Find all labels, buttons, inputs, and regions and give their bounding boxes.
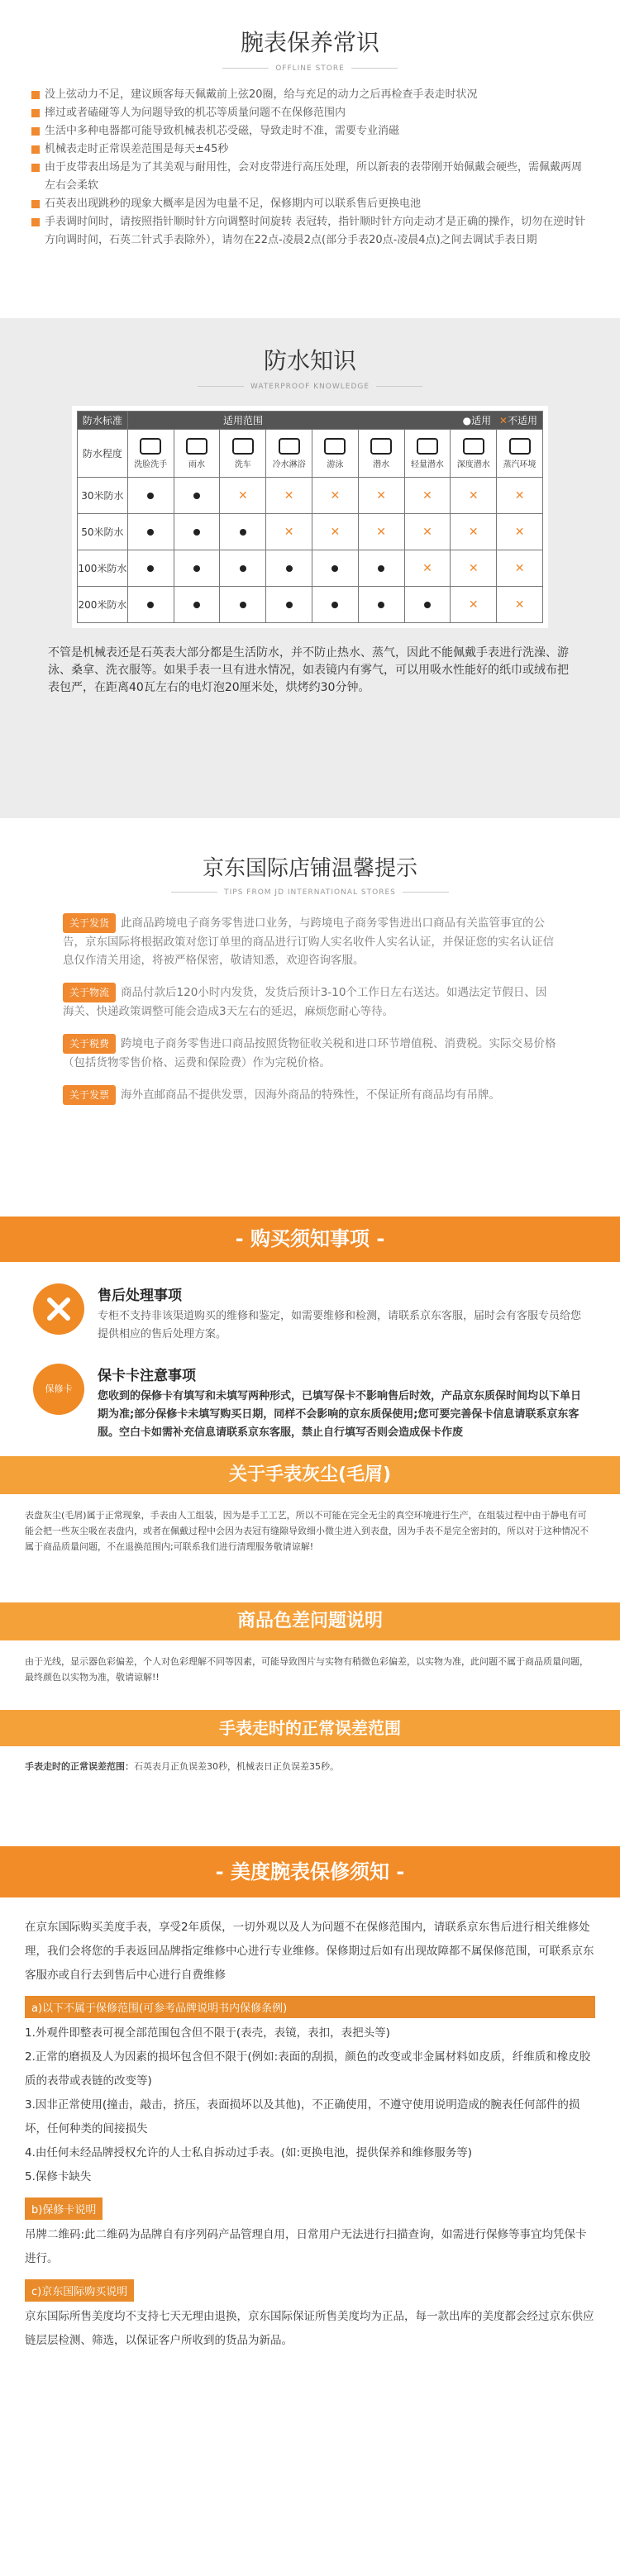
unsuitable-x-icon: ✕ [358,514,404,550]
store-title: 京东国际店铺温馨提示 [202,856,417,881]
unsuitable-x-icon: ✕ [497,587,543,623]
after-sale-block [33,1283,587,1344]
list-item: 1.外观件即整表可视全部范围包含但不限于(表壳，表镜，表扣，表把头等) [25,2026,390,2040]
suitable-dot-icon [127,587,174,623]
warranty-card-block [33,1364,587,1442]
color-title: 商品色差问题说明 [0,1602,620,1640]
suitable-dot-icon [266,587,312,623]
list-item [63,983,557,1021]
water-section [0,318,620,818]
list-item: 2.正常的磨损及人为因素的损坏包含但不限于(例如:表面的刮损，颜色的改变或非金属材料如皮质，纤维质和橡皮胶质的表带或表链的改变等) [25,2050,591,2088]
row-label: 100米防水 [78,550,128,587]
repair-section [0,1846,620,2576]
list-item: 石英表出现跳秒的现象大概率是因为电量不足，保修期内可以联系售后更换电池 [30,195,590,213]
warranty-card-text: 您收到的保修卡有填写和未填写两种形式，已填写保卡不影响售后时效，产品京东质保时间均以下单日期为准;部分保修卡未填写购买日期，同样不会影响的京东质保使用;您可要完善保卡信息请联系京东客服。空白卡如需补充信息请联系京东客服，禁止自行填写否则会造成保卡作废 [98,1390,582,1439]
icon-label: 潜水 [373,459,390,469]
care-list [30,86,590,250]
legend-no: 不适用 [507,415,537,426]
store-list [63,913,557,1105]
unsuitable-x-icon: ✕ [497,478,543,514]
icon-label: 洗脸洗手 [134,459,168,469]
time-line [25,1759,595,1773]
list-item: 手表调时间时，请按照指针顺时针方向调整时间旋转 表冠转，指针顺时针方向走动才是正确的操作，切勿在逆时针方向调时间，石英二针式手表除外），请勿在22点-凌晨2点(部分手表20点-凌晨4点)之间去调试手表日期 [30,213,590,250]
table-head-scope: 适用范围 [127,412,358,430]
rain-icon [186,438,207,455]
repair-title: - 美度腕表保修须知 - [0,1846,620,1897]
dust-title: 关于手表灰尘(毛屑) [0,1456,620,1494]
table-icon-cell [451,430,497,478]
table-icon-cell [174,430,220,478]
tools-icon [33,1283,84,1335]
deep-dive-icon [463,438,484,455]
icon-label: 深度潜水 [456,459,490,469]
purchase-section [0,1217,620,1456]
list-item: 摔过或者磕碰等人为问题导致的机芯等质量问题不在保修范围内 [30,104,590,122]
table-head-std: 防水标准 [78,412,128,430]
unsuitable-x-icon: ✕ [358,478,404,514]
cold-shower-icon [279,438,300,455]
icon-label: 雨水 [188,459,206,469]
care-title: 腕表保养常识 [240,29,379,56]
care-subtitle: OFFLINE STORE [0,64,620,73]
table-icon-cell [358,430,404,478]
diving-icon [370,438,392,455]
unsuitable-x-icon: ✕ [404,478,451,514]
list-item: 4.由任何未经品牌授权允许的人士私自拆动过手表。(如:更换电池，提供保养和维修服务等) [25,2146,472,2159]
suitable-dot-icon [127,550,174,587]
unsuitable-x-icon: ✕ [312,514,358,550]
suitable-dot-icon [127,514,174,550]
table-row [78,550,543,587]
suitable-dot-icon [358,550,404,587]
row-label: 50米防水 [78,514,128,550]
water-table-box [72,406,548,628]
repair-intro: 在京东国际购买美度手表，享受2年质保，一切外观以及人为问题不在保修范围内，请联系京东售后进行相关维修处理，我们会将您的手表返回品牌指定维修中心进行专业维修。保修期过后如有出现故障都不属保修范围，可联系京东客服亦或自行去到售后中心进行自费维修 [25,1921,594,1982]
list-item: 没上弦动力不足，建议顾客每天佩戴前上弦20圈，给与充足的动力之后再检查手表走时状况 [30,86,590,104]
unsuitable-x-icon: ✕ [312,478,358,514]
icon-label: 冷水淋浴 [272,459,306,469]
icon-label: 轻量潜水 [410,459,444,469]
car-wash-icon [232,438,254,455]
dust-text: 表盘灰尘(毛屑)属于正常现象，手表由人工组装，因为是手工工艺，所以不可能在完全无尘的真空环境进行生产，在组装过程中由于静电有可能会把一些灰尘吸在表盘内，或者在佩戴过程中会因为表冠有缝隙导致细小微尘进入到表盘，因为手表不是完全密封的，所以对于这种情况不属于商品质量问题，不在退换范围内;可联系我们进行清理服务敬请谅解! [25,1510,589,1552]
time-label: 手表走时的正常误差范围： [25,1761,134,1772]
suitable-dot-icon [127,478,174,514]
table-icon-cell [220,430,266,478]
table-row [78,587,543,623]
suitable-dot-icon [220,550,266,587]
snorkel-icon [417,438,438,455]
suitable-dot-icon [358,587,404,623]
purchase-title: - 购买须知事项 - [0,1217,620,1262]
tag-invoice: 关于发票 [63,1085,116,1105]
list-item: 5.保修卡缺失 [25,2170,92,2183]
tag-tax: 关于税费 [63,1034,116,1054]
color-section [0,1602,620,1710]
time-text: 石英表月正负误差30秒，机械表日正负误差35秒。 [134,1761,339,1772]
warranty-card-title: 保卡卡注意事项 [98,1368,196,1384]
care-section [0,0,620,318]
time-section [0,1710,620,1846]
list-item [63,1085,557,1105]
table-icon-cell [497,430,543,478]
store-section [0,818,620,1217]
unsuitable-x-icon: ✕ [451,587,497,623]
list-item [63,1034,557,1072]
table-icon-cell [266,430,312,478]
suitable-dot-icon [174,478,220,514]
list-item: 由于皮带表出场是为了其美观与耐用性，会对皮带进行高压处理，所以新表的表带刚开始佩戴会硬些，需佩戴两周左右会柔软 [30,159,590,195]
washing-hands-icon [140,438,161,455]
time-title: 手表走时的正常误差范围 [0,1710,620,1746]
suitable-dot-icon [220,514,266,550]
water-title: 防水知识 [263,347,356,374]
tag-logistics: 关于物流 [63,983,116,1002]
unsuitable-x-icon: ✕ [497,550,543,587]
repair-b-text: 吊牌二维码:此二维码为品牌自有序列码产品管理自用，日常用户无法进行扫描查询，如需进行保修等事宜均凭保卡进行。 [25,2228,587,2265]
list-item: 生活中多种电器都可能导致机械表机芯受磁，导致走时不准，需要专业消磁 [30,122,590,140]
repair-c-text: 京东国际所售美度均不支持七天无理由退换，京东国际保证所售美度均为正品，每一款出库的美度都会经过京东供应链层层检测、筛选，以保证客户所收到的货品为新品。 [25,2310,594,2347]
legend-dot-icon: ● [462,415,472,426]
suitable-dot-icon [174,514,220,550]
list-item: 3.因非正常使用(撞击，敲击，挤压，表面损坏以及其他)，不正确使用，不遵守使用说明造成的腕表任何部件的损坏，任何种类的间接损失 [25,2098,580,2136]
repair-b-head: b)保修卡说明 [25,2197,103,2220]
legend-yes: 适用 [471,415,492,426]
water-subtitle: WATERPROOF KNOWLEDGE [0,383,620,391]
suitable-dot-icon [312,587,358,623]
icon-label: 洗车 [234,459,251,469]
legend-x-icon: ✕ [498,415,508,426]
unsuitable-x-icon: ✕ [451,550,497,587]
suitable-dot-icon [266,550,312,587]
store-text: 商品付款后120小时内发货，发货后预计3-10个工作日左右送达。如遇法定节假日、因海关、快递政策调整可能会造成3天左右的延迟，麻烦您耐心等待。 [63,986,547,1018]
dust-section [0,1456,620,1602]
suitable-dot-icon [312,550,358,587]
store-subtitle: TIPS FROM JD INTERNATIONAL STORES [0,888,620,897]
icon-label: 蒸汽环境 [503,459,537,469]
unsuitable-x-icon: ✕ [497,514,543,550]
swimming-icon [324,438,346,455]
tag-shipping: 关于发货 [63,913,116,933]
unsuitable-x-icon: ✕ [451,514,497,550]
unsuitable-x-icon: ✕ [404,514,451,550]
after-sale-text: 专柜不支持非该渠道购买的维修和鉴定，如需要维修和检测，请联系京东客服，届时会有客服专员给您提供相应的售后处理方案。 [98,1310,582,1340]
table-icon-cell [404,430,451,478]
store-text: 海外直邮商品不提供发票，因海外商品的特殊性，不保证所有商品均有吊牌。 [121,1088,501,1102]
table-icon-cell [312,430,358,478]
suitable-dot-icon [174,550,220,587]
row-label: 30米防水 [78,478,128,514]
color-text: 由于光线，显示器色彩偏差，个人对色彩理解不同等因素，可能导致图片与实物有稍微色彩偏差，以实物为准，此问题不属于商品质量问题，最终颜色以实物为准，敬请谅解!! [25,1656,589,1683]
suitable-dot-icon [220,587,266,623]
suitable-dot-icon [404,587,451,623]
unsuitable-x-icon: ✕ [266,478,312,514]
icon-label: 游泳 [327,459,344,469]
legend [358,412,542,430]
table-row [78,478,543,514]
suitable-dot-icon [174,587,220,623]
water-note: 不管是机械表还是石英表大部分都是生活防水，并不防止热水、蒸气，因此不能佩戴手表进行洗澡、游泳、桑拿、洗衣服等。如果手表一旦有进水情况，如表镜内有雾气，可以用吸水性能好的纸巾或绒布把表包严，在距离40瓦左右的电灯泡20厘米处，烘烤约30分钟。 [48,646,569,694]
store-text: 跨境电子商务零售进口商品按照货物征收关税和进口环节增值税、消费税。实际交易价格（包括货物零售价格、运费和保险费）作为完税价格。 [63,1037,556,1069]
table-row [78,514,543,550]
unsuitable-x-icon: ✕ [266,514,312,550]
repair-c-head: c)京东国际购买说明 [25,2279,134,2302]
unsuitable-x-icon: ✕ [451,478,497,514]
unsuitable-x-icon: ✕ [404,550,451,587]
warranty-card-icon: 保修卡 [33,1364,84,1415]
row-label: 200米防水 [78,587,128,623]
water-table [77,411,543,623]
unsuitable-x-icon: ✕ [220,478,266,514]
store-text: 此商品跨境电子商务零售进口业务，与跨境电子商务零售进出口商品有关监管事宜的公告，京东国际将根据政策对您订单里的商品进行订购人实名收件人实名认证，并保证您的实名认证信息仅作清关用途，将被严格保密，敬请知悉，欢迎咨询客服。 [63,917,554,967]
table-head-level: 防水程度 [78,430,128,478]
steam-bath-icon [509,438,531,455]
table-icon-cell [127,430,174,478]
after-sale-title: 售后处理事项 [98,1288,182,1304]
list-item: 机械表走时正常误差范围是每天±45秒 [30,140,590,159]
repair-a-head: a)以下不属于保修范围(可参考品牌说明书内保修条例) [25,1996,595,2018]
list-item [63,913,557,969]
